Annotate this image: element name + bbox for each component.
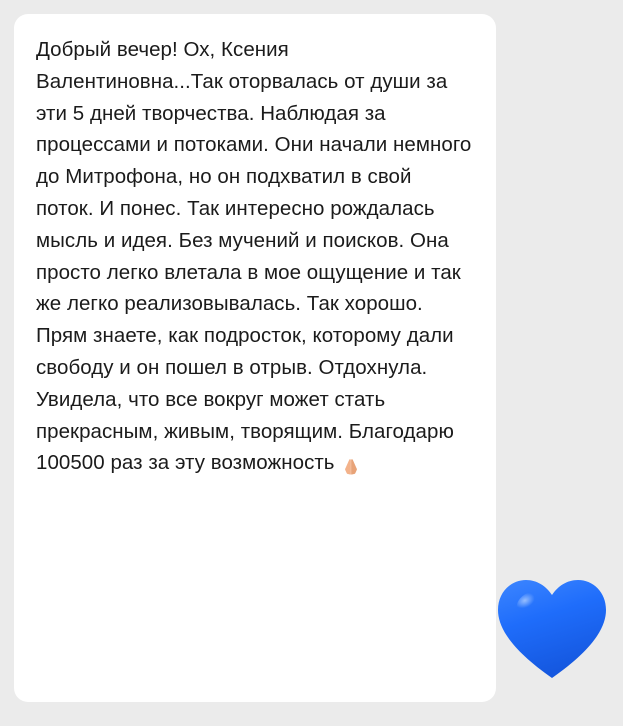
- message-bubble: [14, 14, 496, 702]
- folded-hands-icon: [340, 456, 362, 478]
- message-text: [36, 34, 478, 479]
- message-body: Добрый вечер! Ох, Ксения Валентиновна...Так оторвалась от души за эти 5 дней творчества. Наблюдая за процессами и потоками. Они начали немного до Митрофона, но он подхватил в свой поток. И понес. Так интересно рождалась мысль и идея. Без мучений и поисков. Она просто легко влетала в мое ощущение и так же легко реализовывалась. Так хорошо. Прям знаете, как подросток, которому дали свободу и он пошел в отрыв. Отдохнула. Увидела, что все вокруг может стать прекрасным, живым, творящим. Благодарю 100500 раз за эту возможность: [36, 38, 478, 475]
- blue-heart-sticker: [492, 570, 612, 690]
